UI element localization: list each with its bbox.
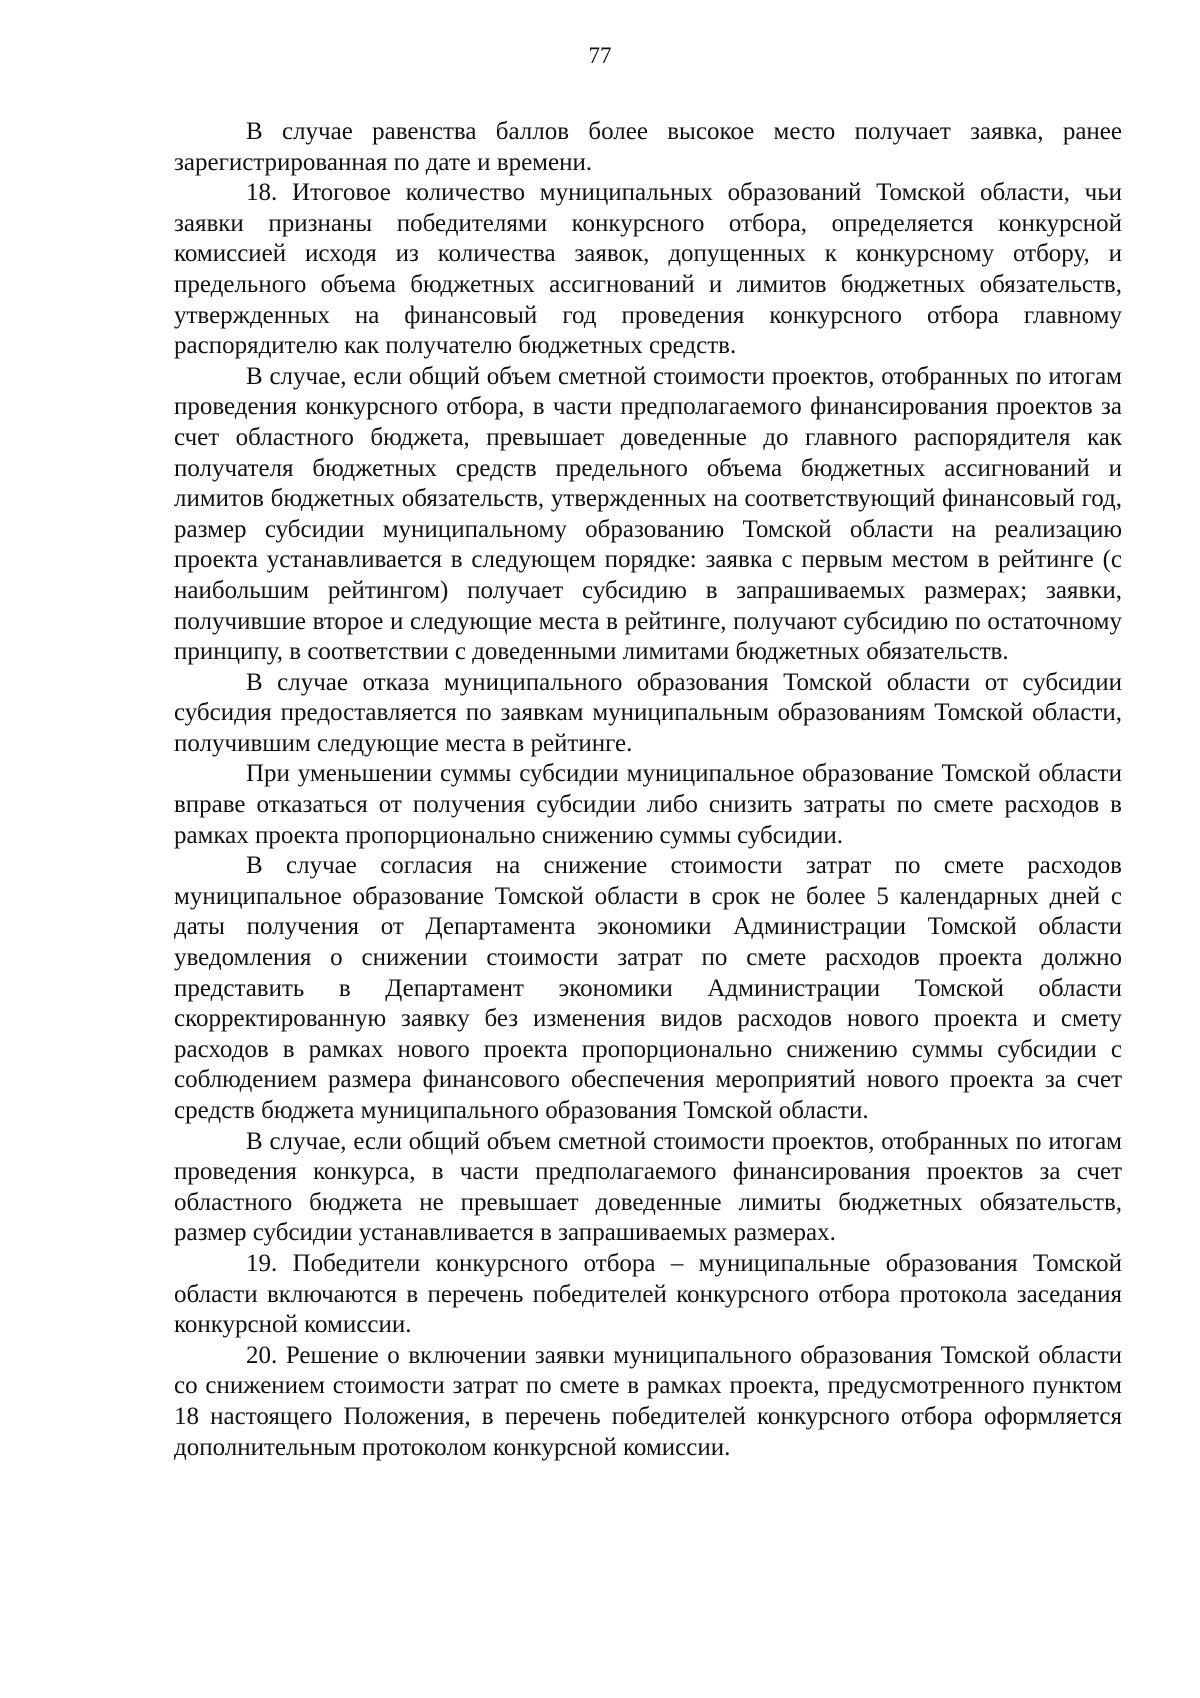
document-body — [174, 117, 1122, 1463]
paragraph-subsidy-over-limit: В случае, если общий объем сметной стоимости проектов, отобранных по итогам проведения конкурсного отбора, в части предполагаемого финансирования проектов за счет областного бюджета, превышает доведенные до главного распорядителя как получателя бюджетных средств предельного объема бюджетных ассигнований и лимитов бюджетных обязательств, утвержденных на соответствующий финансовый год, размер субсидии муниципальному образованию Томской области на реализацию проекта устанавливается в следующем порядке: заявка с первым местом в рейтинге (с наибольшим рейтингом) получает субсидию в запрашиваемых размерах; заявки, получившие второе и следующие места в рейтинге, получают субсидию по остаточному принципу, в соответствии с доведенными лимитами бюджетных обязательств. — [174, 362, 1122, 666]
paragraph-subsidy-reduction: При уменьшении суммы субсидии муниципальное образование Томской области вправе отказаться от получения субсидии либо снизить затраты по смете расходов в рамках проекта пропорционально снижению суммы субсидии. — [174, 760, 1122, 849]
paragraph-tie-break-rule: В случае равенства баллов более высокое место получает заявка, ранее зарегистрированная по дате и времени. — [174, 118, 1122, 176]
page-number: 77 — [588, 43, 612, 68]
paragraph-item-18: 18. Итоговое количество муниципальных образований Томской области, чьи заявки признаны победителями конкурсного отбора, определяется конкурсной комиссией исходя из количества заявок, допущенных к конкурсному отбору, и предельного объема бюджетных ассигнований и лимитов бюджетных обязательств, утвержденных на финансовый год проведения конкурсного отбора главному распорядителю как получателю бюджетных средств. — [174, 179, 1122, 360]
paragraph-subsidy-refusal: В случае отказа муниципального образования Томской области от субсидии субсидия предоставляется по заявкам муниципальным образованиям Томской области, получившим следующие места в рейтинге. — [174, 668, 1122, 757]
paragraph-item-20: 20. Решение о включении заявки муниципального образования Томской области со снижением стоимости затрат по смете в рамках проекта, предусмотренного пунктом 18 настоящего Положения, в перечень победителей конкурсного отбора оформляется дополнительным протоколом конкурсной комиссии. — [174, 1341, 1122, 1461]
paragraph-subsidy-within-limit: В случае, если общий объем сметной стоимости проектов, отобранных по итогам проведения конкурса, в части предполагаемого финансирования проектов за счет областного бюджета не превышает доведенные лимиты бюджетных обязательств, размер субсидии устанавливается в запрашиваемых размерах. — [174, 1127, 1122, 1247]
paragraph-item-19: 19. Победители конкурсного отбора – муниципальные образования Томской области включаются в перечень победителей конкурсного отбора протокола заседания конкурсной комиссии. — [174, 1249, 1122, 1339]
paragraph-cost-reduction-consent: В случае согласия на снижение стоимости затрат по смете расходов муниципальное образование Томской области в срок не более 5 календарных дней с даты получения от Департамента экономики Администрации Томской области уведомления о снижении стоимости затрат по смете расходов проекта должно представить в Департамент экономики Администрации Томской области скорректированную заявку без изменения видов расходов нового проекта и смету расходов в рамках нового проекта пропорционально снижению суммы субсидии с соблюдением размера финансового обеспечения мероприятий нового проекта за счет средств бюджета муниципального образования Томской области. — [174, 852, 1122, 1124]
